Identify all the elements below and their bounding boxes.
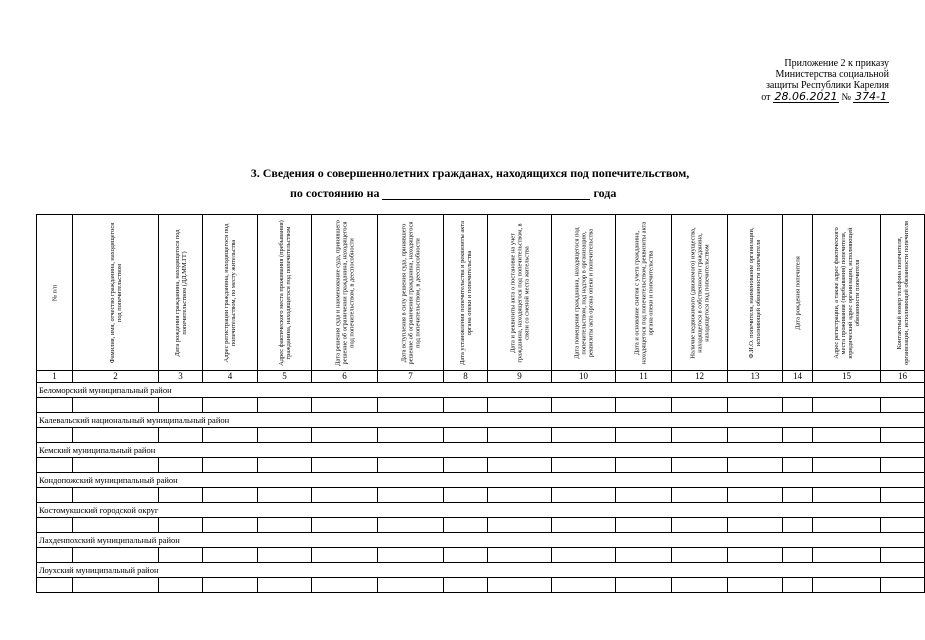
district-name: Лахденпохский муниципальный район — [37, 533, 925, 548]
empty-cell[interactable] — [728, 398, 783, 413]
empty-cell[interactable] — [378, 518, 444, 533]
empty-cell[interactable] — [312, 578, 378, 593]
empty-cell[interactable] — [73, 398, 159, 413]
empty-cell[interactable] — [672, 428, 728, 443]
empty-cell[interactable] — [444, 488, 488, 503]
empty-data-row — [37, 548, 925, 563]
empty-cell[interactable] — [552, 548, 616, 563]
column-header-11 — [616, 215, 672, 371]
column-header-text: Ф.И.О. попечителя, наименование организации, исполняющей обязанности попечителя — [748, 226, 762, 359]
appendix-line-1: Приложение 2 к приказу — [784, 58, 889, 69]
empty-cell[interactable] — [159, 548, 203, 563]
as-of-suffix: года — [593, 186, 617, 200]
column-number: 1 — [37, 371, 73, 383]
empty-cell[interactable] — [37, 578, 73, 593]
empty-cell[interactable] — [378, 458, 444, 473]
empty-cell[interactable] — [37, 518, 73, 533]
empty-cell[interactable] — [444, 578, 488, 593]
empty-cell[interactable] — [444, 518, 488, 533]
column-header-text: Дата установления попечительства и реквизиты акта органа опеки и попечительства — [458, 220, 473, 365]
empty-data-row — [37, 458, 925, 473]
empty-cell[interactable] — [37, 428, 73, 443]
column-header-text: № п/п — [51, 284, 58, 301]
empty-cell[interactable] — [672, 518, 728, 533]
column-number: 5 — [258, 371, 312, 383]
column-number: 3 — [159, 371, 203, 383]
empty-cell[interactable] — [258, 548, 312, 563]
empty-cell[interactable] — [813, 428, 881, 443]
empty-cell[interactable] — [783, 518, 813, 533]
empty-cell[interactable] — [783, 548, 813, 563]
empty-cell[interactable] — [881, 548, 925, 563]
empty-cell[interactable] — [488, 488, 552, 503]
empty-cell[interactable] — [552, 398, 616, 413]
empty-cell[interactable] — [813, 488, 881, 503]
empty-cell[interactable] — [159, 578, 203, 593]
district-row — [37, 563, 925, 578]
empty-cell[interactable] — [783, 488, 813, 503]
column-number: 12 — [672, 371, 728, 383]
empty-cell[interactable] — [783, 428, 813, 443]
column-header-16 — [881, 215, 925, 371]
empty-cell[interactable] — [258, 578, 312, 593]
empty-cell[interactable] — [616, 458, 672, 473]
empty-cell[interactable] — [672, 578, 728, 593]
empty-data-row — [37, 578, 925, 593]
column-header-10 — [552, 215, 616, 371]
empty-cell[interactable] — [258, 458, 312, 473]
column-number: 8 — [444, 371, 488, 383]
empty-cell[interactable] — [159, 428, 203, 443]
empty-cell[interactable] — [552, 488, 616, 503]
column-header-1 — [37, 215, 73, 371]
empty-cell[interactable] — [258, 398, 312, 413]
empty-cell[interactable] — [312, 488, 378, 503]
empty-cell[interactable] — [672, 488, 728, 503]
column-header-15 — [813, 215, 881, 371]
column-header-text: Адрес фактического места проживания (пребывания) гражданина, находящегося под попечительством — [277, 219, 292, 366]
empty-cell[interactable] — [203, 398, 258, 413]
empty-cell[interactable] — [881, 518, 925, 533]
column-header-text: Дата решения суда и наименование суда, принявшего решение об ограничении гражданина, находящегося под попечительством, в дееспособности — [334, 219, 355, 366]
empty-cell[interactable] — [813, 398, 881, 413]
empty-cell[interactable] — [312, 398, 378, 413]
empty-cell[interactable] — [488, 428, 552, 443]
empty-cell[interactable] — [444, 398, 488, 413]
empty-cell[interactable] — [616, 488, 672, 503]
empty-cell[interactable] — [312, 518, 378, 533]
empty-cell[interactable] — [378, 488, 444, 503]
empty-cell[interactable] — [672, 398, 728, 413]
column-header-text: Наличие недвижимого (движимого) имущества, находящегося в собственности гражданина, находящегося под попечительством — [689, 226, 710, 359]
empty-cell[interactable] — [813, 548, 881, 563]
column-number: 11 — [616, 371, 672, 383]
empty-cell[interactable] — [552, 458, 616, 473]
district-row — [37, 443, 925, 458]
empty-cell[interactable] — [783, 458, 813, 473]
appendix-date-line — [689, 91, 889, 103]
empty-cell[interactable] — [37, 488, 73, 503]
district-name: Кондопожский муниципальный район — [37, 473, 925, 488]
column-number: 13 — [728, 371, 783, 383]
column-number: 14 — [783, 371, 813, 383]
empty-cell[interactable] — [159, 518, 203, 533]
district-name: Калевальский национальный муниципальный район — [37, 413, 925, 428]
district-row — [37, 383, 925, 398]
empty-cell[interactable] — [37, 458, 73, 473]
column-header-5 — [258, 215, 312, 371]
empty-cell[interactable] — [203, 548, 258, 563]
column-number: 15 — [813, 371, 881, 383]
guardianship-table — [36, 214, 925, 593]
empty-cell[interactable] — [616, 578, 672, 593]
handwritten-number: 374-1 — [855, 90, 887, 103]
column-header-8 — [444, 215, 488, 371]
empty-cell[interactable] — [488, 578, 552, 593]
empty-cell[interactable] — [881, 488, 925, 503]
empty-data-row — [37, 428, 925, 443]
column-header-text: Фамилия, имя, отчество гражданина, находящегося под попечительством — [108, 222, 123, 363]
district-row — [37, 533, 925, 548]
column-header-text: Контактный номер телефона попечителя, организации, исполняющей обязанности попечителя — [895, 220, 910, 365]
document-title: 3. Сведения о совершеннолетних гражданах, находящихся под попечительством, — [250, 166, 690, 180]
empty-cell[interactable] — [672, 548, 728, 563]
column-header-13 — [728, 215, 783, 371]
empty-cell[interactable] — [881, 398, 925, 413]
empty-cell[interactable] — [159, 458, 203, 473]
empty-cell[interactable] — [672, 458, 728, 473]
empty-cell[interactable] — [37, 548, 73, 563]
column-header-4 — [203, 215, 258, 371]
as-of-prefix: по состоянию на — [290, 186, 380, 200]
column-number: 2 — [73, 371, 159, 383]
column-number: 16 — [881, 371, 925, 383]
empty-cell[interactable] — [881, 578, 925, 593]
as-of-date-line — [290, 186, 650, 200]
column-header-text: Адрес регистрации гражданина, находящегося под попечительством, по месту жительства — [223, 223, 237, 362]
appendix-block — [689, 58, 889, 103]
date-prefix: от — [761, 92, 771, 103]
empty-cell[interactable] — [312, 428, 378, 443]
empty-cell[interactable] — [552, 578, 616, 593]
empty-cell[interactable] — [728, 548, 783, 563]
empty-cell[interactable] — [783, 578, 813, 593]
column-number-row — [37, 371, 925, 383]
empty-cell[interactable] — [881, 458, 925, 473]
empty-cell[interactable] — [813, 518, 881, 533]
district-name: Лоухский муниципальный район — [37, 563, 925, 578]
empty-cell[interactable] — [488, 458, 552, 473]
column-header-text: Дата рождения гражданина, находящегося под попечительством (ДД.ММ.ГГ) — [173, 229, 188, 356]
empty-cell[interactable] — [258, 428, 312, 443]
column-header-text: Адрес регистрации, а также адрес фактического места проживания (пребывания) попечителя, юридический адрес организации, исполняющей обязанности попечителя — [832, 226, 861, 359]
column-header-14 — [783, 215, 813, 371]
empty-cell[interactable] — [258, 518, 312, 533]
appendix-line-2: Министерства социальной — [775, 69, 889, 80]
empty-cell[interactable] — [616, 518, 672, 533]
column-header-2 — [73, 215, 159, 371]
empty-cell[interactable] — [813, 458, 881, 473]
empty-data-row — [37, 488, 925, 503]
empty-cell[interactable] — [881, 428, 925, 443]
column-header-7 — [378, 215, 444, 371]
column-number: 10 — [552, 371, 616, 383]
district-row — [37, 503, 925, 518]
date-blank-field — [382, 188, 590, 200]
empty-cell[interactable] — [73, 428, 159, 443]
column-number: 6 — [312, 371, 378, 383]
column-header-text: Дата вступления в силу решения суда, принявшего решение об ограничении гражданина, находящегося под попечительством, в дееспособности — [400, 221, 421, 364]
district-row — [37, 473, 925, 488]
district-name: Беломорский муниципальный район — [37, 383, 925, 398]
empty-cell[interactable] — [616, 398, 672, 413]
header-row — [37, 215, 925, 371]
empty-cell[interactable] — [73, 518, 159, 533]
empty-cell[interactable] — [159, 398, 203, 413]
number-prefix: № — [841, 92, 852, 103]
column-number: 7 — [378, 371, 444, 383]
column-number: 4 — [203, 371, 258, 383]
empty-cell[interactable] — [73, 488, 159, 503]
column-header-6 — [312, 215, 378, 371]
empty-cell[interactable] — [616, 428, 672, 443]
empty-cell[interactable] — [203, 518, 258, 533]
empty-data-row — [37, 398, 925, 413]
column-header-text: Дата рождения попечителя — [794, 255, 801, 330]
empty-cell[interactable] — [378, 428, 444, 443]
empty-cell[interactable] — [488, 548, 552, 563]
empty-cell[interactable] — [728, 518, 783, 533]
empty-cell[interactable] — [378, 548, 444, 563]
empty-cell[interactable] — [258, 488, 312, 503]
empty-cell[interactable] — [203, 458, 258, 473]
column-header-text: Дата помещения гражданина, находящегося под попечительством, под надзор в организацию, реквизиты акта органа опеки и попечительства — [573, 226, 594, 359]
empty-cell[interactable] — [728, 488, 783, 503]
empty-cell[interactable] — [37, 398, 73, 413]
district-name: Костомукшский городской округ — [37, 503, 925, 518]
column-number: 9 — [488, 371, 552, 383]
empty-cell[interactable] — [444, 428, 488, 443]
empty-cell[interactable] — [813, 578, 881, 593]
empty-cell[interactable] — [203, 428, 258, 443]
empty-cell[interactable] — [488, 398, 552, 413]
column-header-text: Дата и основание снятия с учета гражданина, находящегося под попечительством, реквизиты акта органа опеки и попечительства — [633, 221, 654, 364]
column-header-12 — [672, 215, 728, 371]
empty-cell[interactable] — [444, 548, 488, 563]
empty-cell[interactable] — [203, 488, 258, 503]
empty-cell[interactable] — [378, 398, 444, 413]
empty-cell[interactable] — [203, 578, 258, 593]
empty-cell[interactable] — [378, 578, 444, 593]
district-name: Кемский муниципальный район — [37, 443, 925, 458]
empty-cell[interactable] — [73, 578, 159, 593]
empty-cell[interactable] — [728, 428, 783, 443]
column-header-3 — [159, 215, 203, 371]
empty-cell[interactable] — [73, 548, 159, 563]
empty-cell[interactable] — [552, 518, 616, 533]
column-header-9 — [488, 215, 552, 371]
empty-cell[interactable] — [159, 488, 203, 503]
empty-cell[interactable] — [488, 518, 552, 533]
empty-cell[interactable] — [728, 578, 783, 593]
empty-cell[interactable] — [616, 548, 672, 563]
empty-cell[interactable] — [444, 458, 488, 473]
empty-cell[interactable] — [783, 398, 813, 413]
empty-cell[interactable] — [552, 428, 616, 443]
appendix-line-3: защиты Республики Карелия — [765, 80, 889, 91]
empty-cell[interactable] — [312, 548, 378, 563]
empty-cell[interactable] — [728, 458, 783, 473]
empty-cell[interactable] — [73, 458, 159, 473]
empty-data-row — [37, 518, 925, 533]
district-row — [37, 413, 925, 428]
empty-cell[interactable] — [312, 458, 378, 473]
handwritten-date: 28.06.2021 — [774, 90, 838, 103]
column-header-text: Дата и реквизиты акта о постановке на учет гражданина, находящегося под попечительством, в связи со сменой места жительства — [509, 222, 530, 363]
